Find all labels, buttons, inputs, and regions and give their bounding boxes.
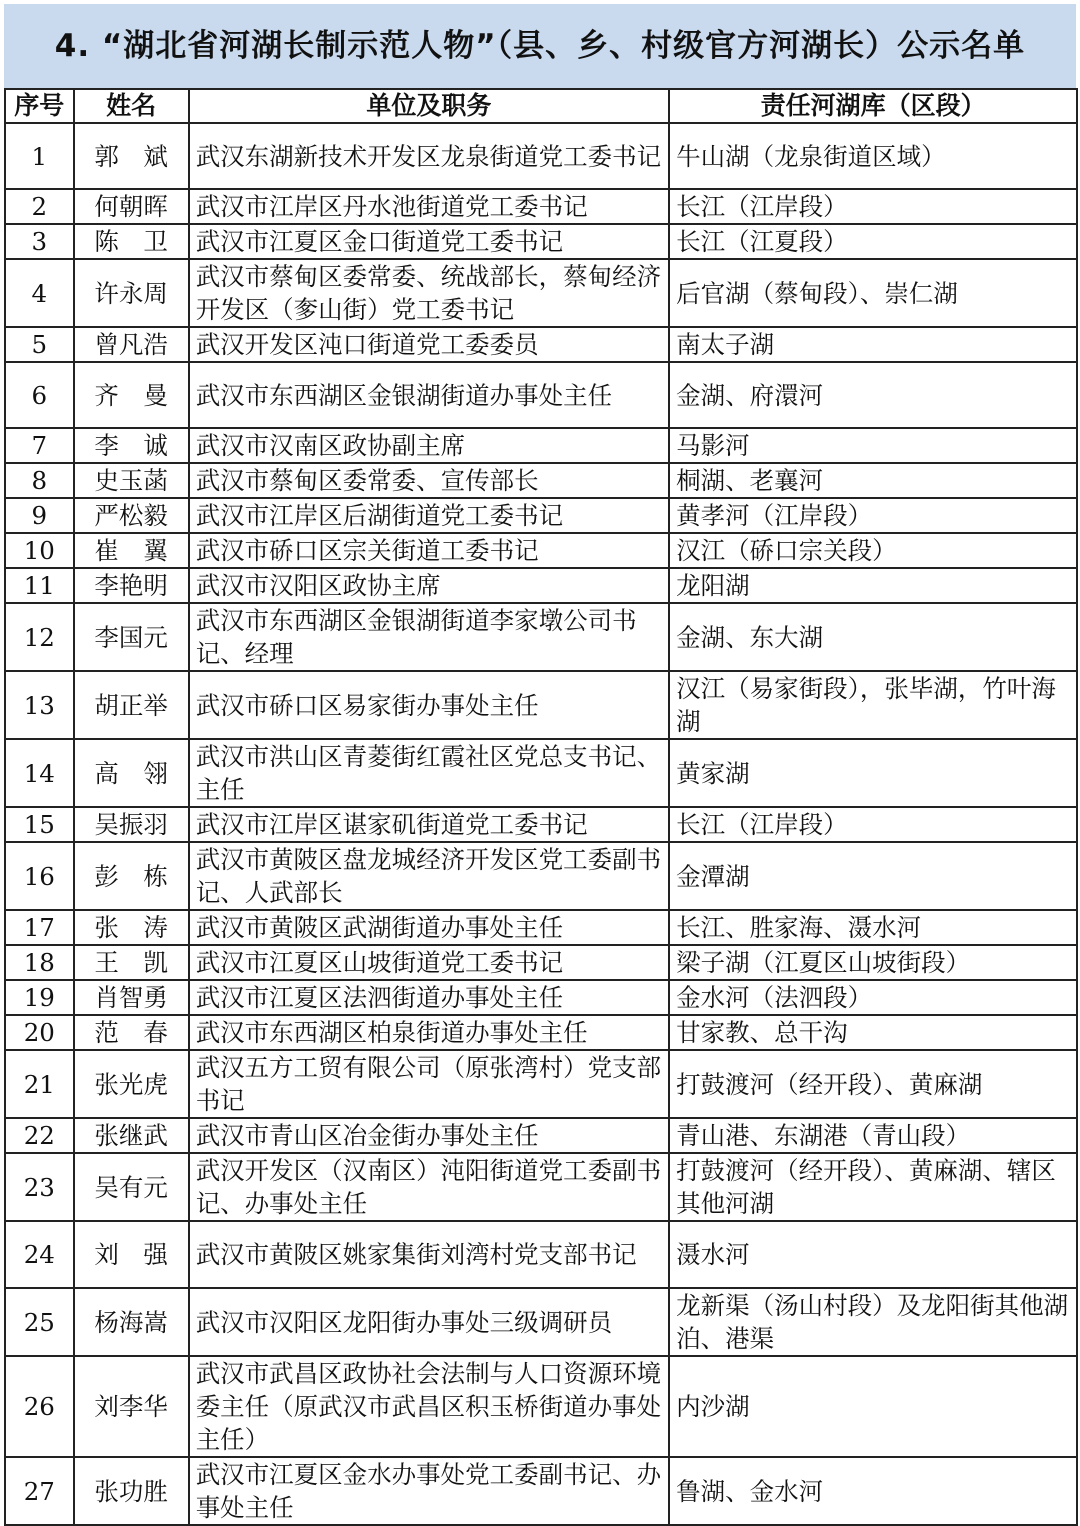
header-name: 姓名 xyxy=(74,89,189,123)
table-row xyxy=(5,259,1077,327)
row-river: 长江（江夏段） xyxy=(669,224,1077,259)
row-river: 金潭湖 xyxy=(669,842,1077,910)
row-name: 张 涛 xyxy=(74,910,189,945)
row-name: 张继武 xyxy=(74,1118,189,1153)
row-name: 李 诚 xyxy=(74,428,189,463)
row-river: 长江（江岸段） xyxy=(669,807,1077,842)
row-river: 桐湖、老襄河 xyxy=(669,463,1077,498)
table-row xyxy=(5,739,1077,807)
row-name: 范 春 xyxy=(74,1015,189,1050)
row-index: 22 xyxy=(5,1118,74,1153)
row-name: 王 凯 xyxy=(74,945,189,980)
row-index: 5 xyxy=(5,327,74,362)
row-river: 长江（江岸段） xyxy=(669,189,1077,224)
row-river: 打鼓渡河（经开段）、黄麻湖、辖区其他河湖 xyxy=(669,1153,1077,1221)
table-row xyxy=(5,533,1077,568)
row-name: 张功胜 xyxy=(74,1457,189,1525)
row-index: 19 xyxy=(5,980,74,1015)
row-unit: 武汉五方工贸有限公司（原张湾村）党支部书记 xyxy=(189,1050,669,1118)
table-row xyxy=(5,671,1077,739)
row-name: 许永周 xyxy=(74,259,189,327)
row-river: 滠水河 xyxy=(669,1221,1077,1288)
row-unit: 武汉市东西湖区金银湖街道办事处主任 xyxy=(189,362,669,428)
table-row xyxy=(5,1153,1077,1221)
table-row xyxy=(5,1050,1077,1118)
row-index: 18 xyxy=(5,945,74,980)
row-river: 黄孝河（江岸段） xyxy=(669,498,1077,533)
row-unit: 武汉东湖新技术开发区龙泉街道党工委书记 xyxy=(189,123,669,189)
table-row xyxy=(5,980,1077,1015)
row-index: 15 xyxy=(5,807,74,842)
table-row xyxy=(5,568,1077,603)
row-index: 25 xyxy=(5,1288,74,1356)
table-row xyxy=(5,224,1077,259)
row-unit: 武汉市黄陂区武湖街道办事处主任 xyxy=(189,910,669,945)
row-name: 高 翎 xyxy=(74,739,189,807)
table-row xyxy=(5,910,1077,945)
row-unit: 武汉市汉阳区政协主席 xyxy=(189,568,669,603)
row-name: 史玉菡 xyxy=(74,463,189,498)
row-index: 26 xyxy=(5,1356,74,1457)
row-unit: 武汉市东西湖区金银湖街道李家墩公司书记、经理 xyxy=(189,603,669,671)
table-row xyxy=(5,1015,1077,1050)
table-row xyxy=(5,362,1077,428)
row-river: 甘家教、总干沟 xyxy=(669,1015,1077,1050)
row-name: 刘 强 xyxy=(74,1221,189,1288)
row-unit: 武汉开发区沌口街道党工委委员 xyxy=(189,327,669,362)
row-index: 3 xyxy=(5,224,74,259)
header-row xyxy=(5,89,1077,123)
row-name: 郭 斌 xyxy=(74,123,189,189)
row-name: 李艳明 xyxy=(74,568,189,603)
row-index: 21 xyxy=(5,1050,74,1118)
row-index: 16 xyxy=(5,842,74,910)
row-river: 打鼓渡河（经开段）、黄麻湖 xyxy=(669,1050,1077,1118)
row-name: 胡正举 xyxy=(74,671,189,739)
row-unit: 武汉开发区（汉南区）沌阳街道党工委副书记、办事处主任 xyxy=(189,1153,669,1221)
row-river: 金湖、东大湖 xyxy=(669,603,1077,671)
table-row xyxy=(5,1288,1077,1356)
row-index: 20 xyxy=(5,1015,74,1050)
row-name: 杨海嵩 xyxy=(74,1288,189,1356)
row-unit: 武汉市黄陂区姚家集街刘湾村党支部书记 xyxy=(189,1221,669,1288)
table-row xyxy=(5,945,1077,980)
row-index: 11 xyxy=(5,568,74,603)
row-index: 13 xyxy=(5,671,74,739)
row-name: 肖智勇 xyxy=(74,980,189,1015)
table-row xyxy=(5,1457,1077,1525)
row-river: 青山港、东湖港（青山段） xyxy=(669,1118,1077,1153)
row-river: 内沙湖 xyxy=(669,1356,1077,1457)
row-river: 汉江（易家街段），张毕湖，竹叶海湖 xyxy=(669,671,1077,739)
row-index: 14 xyxy=(5,739,74,807)
row-river: 牛山湖（龙泉街道区域） xyxy=(669,123,1077,189)
row-index: 17 xyxy=(5,910,74,945)
row-unit: 武汉市江岸区谌家矶街道党工委书记 xyxy=(189,807,669,842)
row-unit: 武汉市江岸区后湖街道党工委书记 xyxy=(189,498,669,533)
row-index: 6 xyxy=(5,362,74,428)
row-unit: 武汉市武昌区政协社会法制与人口资源环境委主任（原武汉市武昌区积玉桥街道办事处主任） xyxy=(189,1356,669,1457)
row-index: 27 xyxy=(5,1457,74,1525)
row-river: 金水河（法泗段） xyxy=(669,980,1077,1015)
table-row xyxy=(5,807,1077,842)
row-index: 1 xyxy=(5,123,74,189)
row-river: 梁子湖（江夏区山坡街段） xyxy=(669,945,1077,980)
row-name: 曾凡浩 xyxy=(74,327,189,362)
row-name: 齐 曼 xyxy=(74,362,189,428)
row-river: 马影河 xyxy=(669,428,1077,463)
row-name: 刘李华 xyxy=(74,1356,189,1457)
row-river: 龙阳湖 xyxy=(669,568,1077,603)
row-unit: 武汉市青山区冶金街办事处主任 xyxy=(189,1118,669,1153)
row-river: 后官湖（蔡甸段）、崇仁湖 xyxy=(669,259,1077,327)
row-index: 2 xyxy=(5,189,74,224)
row-unit: 武汉市江岸区丹水池街道党工委书记 xyxy=(189,189,669,224)
row-unit: 武汉市江夏区金水办事处党工委副书记、办事处主任 xyxy=(189,1457,669,1525)
row-unit: 武汉市蔡甸区委常委、宣传部长 xyxy=(189,463,669,498)
table-row xyxy=(5,1356,1077,1457)
table-row xyxy=(5,327,1077,362)
row-river: 黄家湖 xyxy=(669,739,1077,807)
row-name: 彭 栋 xyxy=(74,842,189,910)
row-unit: 武汉市黄陂区盘龙城经济开发区党工委副书记、人武部长 xyxy=(189,842,669,910)
row-name: 李国元 xyxy=(74,603,189,671)
row-river: 金湖、府澴河 xyxy=(669,362,1077,428)
roster-table xyxy=(4,88,1078,1526)
row-unit: 武汉市江夏区山坡街道党工委书记 xyxy=(189,945,669,980)
row-index: 10 xyxy=(5,533,74,568)
row-river: 鲁湖、金水河 xyxy=(669,1457,1077,1525)
row-river: 南太子湖 xyxy=(669,327,1077,362)
row-unit: 武汉市江夏区金口街道党工委书记 xyxy=(189,224,669,259)
row-unit: 武汉市汉阳区龙阳街办事处三级调研员 xyxy=(189,1288,669,1356)
row-unit: 武汉市蔡甸区委常委、统战部长，蔡甸经济开发区（奓山街）党工委书记 xyxy=(189,259,669,327)
row-river: 汉江（硚口宗关段） xyxy=(669,533,1077,568)
row-index: 12 xyxy=(5,603,74,671)
row-unit: 武汉市江夏区法泗街道办事处主任 xyxy=(189,980,669,1015)
table-row xyxy=(5,463,1077,498)
row-unit: 武汉市硚口区易家街办事处主任 xyxy=(189,671,669,739)
row-name: 崔 翼 xyxy=(74,533,189,568)
table-row xyxy=(5,189,1077,224)
row-name: 陈 卫 xyxy=(74,224,189,259)
header-index: 序号 xyxy=(5,89,74,123)
table-row xyxy=(5,1221,1077,1288)
row-name: 张光虎 xyxy=(74,1050,189,1118)
row-unit: 武汉市东西湖区柏泉街道办事处主任 xyxy=(189,1015,669,1050)
page-title: 4. “湖北省河湖长制示范人物”（县、乡、村级官方河湖长）公示名单 xyxy=(54,28,1026,64)
row-unit: 武汉市硚口区宗关街道工委书记 xyxy=(189,533,669,568)
title-bar xyxy=(4,4,1076,88)
header-unit: 单位及职务 xyxy=(189,89,669,123)
row-river: 长江、胜家海、滠水河 xyxy=(669,910,1077,945)
table-row xyxy=(5,1118,1077,1153)
table-row xyxy=(5,123,1077,189)
row-index: 24 xyxy=(5,1221,74,1288)
row-index: 7 xyxy=(5,428,74,463)
header-river: 责任河湖库（区段） xyxy=(669,89,1077,123)
row-name: 何朝晖 xyxy=(74,189,189,224)
table-row xyxy=(5,428,1077,463)
row-river: 龙新渠（汤山村段）及龙阳街其他湖泊、港渠 xyxy=(669,1288,1077,1356)
row-index: 8 xyxy=(5,463,74,498)
row-unit: 武汉市洪山区青菱街红霞社区党总支书记、主任 xyxy=(189,739,669,807)
row-name: 吴振羽 xyxy=(74,807,189,842)
table-row xyxy=(5,842,1077,910)
row-unit: 武汉市汉南区政协副主席 xyxy=(189,428,669,463)
row-name: 严松毅 xyxy=(74,498,189,533)
row-index: 23 xyxy=(5,1153,74,1221)
row-index: 4 xyxy=(5,259,74,327)
row-name: 吴有元 xyxy=(74,1153,189,1221)
row-index: 9 xyxy=(5,498,74,533)
table-row xyxy=(5,498,1077,533)
table-row xyxy=(5,603,1077,671)
